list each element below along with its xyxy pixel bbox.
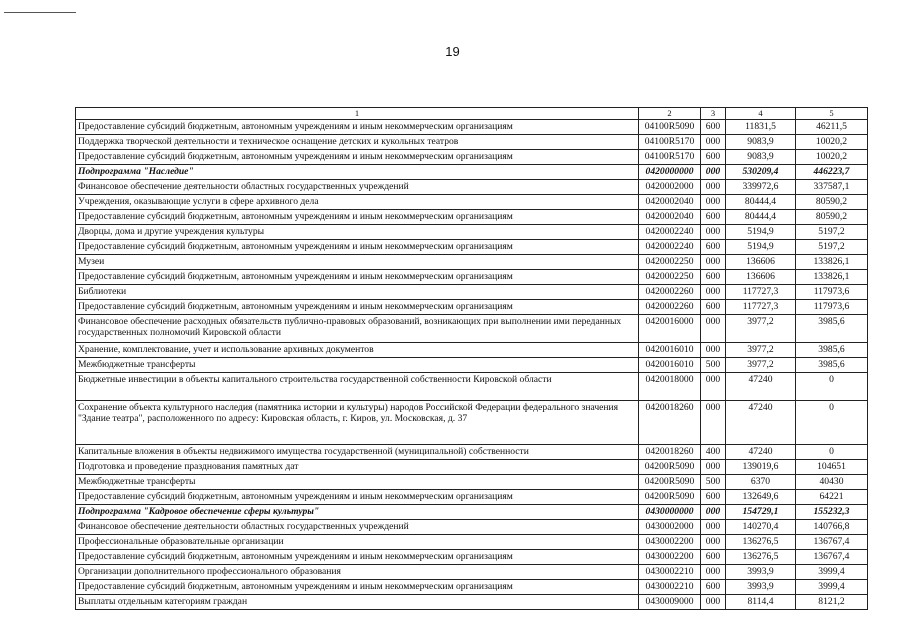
row-vr-cell: 000 [701, 225, 726, 240]
row-value-2018-cell: 47240 [726, 445, 796, 460]
row-value-2018-cell: 530209,4 [726, 165, 796, 180]
row-value-2018-cell: 3977,2 [726, 343, 796, 358]
table-row [76, 180, 868, 195]
table-row [76, 150, 868, 165]
row-value-2019-cell: 446223,7 [796, 165, 868, 180]
row-name-cell: Сохранение объекта культурного наследия (памятника истории и культуры) народов Российской Федерации федерального значения "Здание театра", расположенного по адресу: Кировская область, г. Киров, ул. Московская, д. 37 [76, 401, 639, 445]
row-value-2018-cell: 11831,5 [726, 120, 796, 135]
table-row [76, 120, 868, 135]
row-code-cell: 0430002200 [639, 550, 701, 565]
row-name-cell: Организации дополнительного профессионального образования [76, 565, 639, 580]
row-name-cell: Бюджетные инвестиции в объекты капитального строительства государственной собственности Кировской области [76, 373, 639, 401]
row-value-2019-cell: 136767,4 [796, 535, 868, 550]
row-code-cell: 0420018000 [639, 373, 701, 401]
row-code-cell: 04100R5090 [639, 120, 701, 135]
table-row [76, 358, 868, 373]
row-vr-cell: 000 [701, 343, 726, 358]
row-vr-cell: 500 [701, 358, 726, 373]
row-value-2019-cell: 10020,2 [796, 135, 868, 150]
header-cell-2: 2 [639, 108, 701, 120]
row-name-cell: Финансовое обеспечение деятельности областных государственных учреждений [76, 520, 639, 535]
row-code-cell: 04100R5170 [639, 135, 701, 150]
row-value-2019-cell: 10020,2 [796, 150, 868, 165]
row-value-2019-cell: 140766,8 [796, 520, 868, 535]
row-code-cell: 0420002000 [639, 180, 701, 195]
row-value-2018-cell: 3993,9 [726, 565, 796, 580]
row-code-cell: 04200R5090 [639, 490, 701, 505]
row-name-cell: Подготовка и проведение празднования памятных дат [76, 460, 639, 475]
row-value-2019-cell: 3985,6 [796, 343, 868, 358]
row-code-cell: 0420002250 [639, 270, 701, 285]
row-value-2019-cell: 46211,5 [796, 120, 868, 135]
table-row [76, 550, 868, 565]
row-name-cell: Предоставление субсидий бюджетным, автономным учреждениям и иным некоммерческим организациям [76, 550, 639, 565]
row-name-cell: Хранение, комплектование, учет и использование архивных документов [76, 343, 639, 358]
row-value-2019-cell: 80590,2 [796, 195, 868, 210]
row-name-cell: Профессиональные образовательные организации [76, 535, 639, 550]
row-name-cell: Поддержка творческой деятельности и техническое оснащение детских и кукольных театров [76, 135, 639, 150]
row-name-cell: Предоставление субсидий бюджетным, автономным учреждениям и иным некоммерческим организациям [76, 490, 639, 505]
table-row [76, 565, 868, 580]
row-value-2018-cell: 136606 [726, 270, 796, 285]
row-vr-cell: 600 [701, 150, 726, 165]
table-row [76, 285, 868, 300]
row-code-cell: 0420016010 [639, 343, 701, 358]
row-code-cell: 0420002040 [639, 195, 701, 210]
row-vr-cell: 600 [701, 120, 726, 135]
row-code-cell: 04200R5090 [639, 460, 701, 475]
row-value-2019-cell: 155232,3 [796, 505, 868, 520]
row-value-2018-cell: 117727,3 [726, 285, 796, 300]
table-row [76, 445, 868, 460]
row-code-cell: 0430002200 [639, 535, 701, 550]
row-value-2019-cell: 5197,2 [796, 240, 868, 255]
row-value-2019-cell: 3985,6 [796, 358, 868, 373]
row-name-cell: Предоставление субсидий бюджетным, автономным учреждениям и иным некоммерческим организациям [76, 240, 639, 255]
row-value-2018-cell: 47240 [726, 373, 796, 401]
row-value-2018-cell: 9083,9 [726, 135, 796, 150]
row-vr-cell: 600 [701, 270, 726, 285]
row-vr-cell: 600 [701, 300, 726, 315]
row-value-2019-cell: 133826,1 [796, 255, 868, 270]
row-code-cell: 0420018260 [639, 445, 701, 460]
corner-line-mark [4, 12, 76, 13]
row-vr-cell: 600 [701, 210, 726, 225]
row-vr-cell: 000 [701, 315, 726, 343]
row-value-2019-cell: 40430 [796, 475, 868, 490]
row-vr-cell: 000 [701, 505, 726, 520]
row-code-cell: 0430002210 [639, 565, 701, 580]
row-name-cell: Финансовое обеспечение расходных обязательств публично-правовых образований, возникающих при выполнении ими переданных государственных полномочий Кировской области [76, 315, 639, 343]
row-code-cell: 04200R5090 [639, 475, 701, 490]
table-row [76, 195, 868, 210]
row-name-cell: Выплаты отдельным категориям граждан [76, 595, 639, 610]
table-row [76, 520, 868, 535]
row-code-cell: 0430000000 [639, 505, 701, 520]
row-name-cell: Межбюджетные трансферты [76, 475, 639, 490]
row-value-2019-cell: 0 [796, 445, 868, 460]
row-value-2019-cell: 5197,2 [796, 225, 868, 240]
row-vr-cell: 000 [701, 195, 726, 210]
row-code-cell: 0430009000 [639, 595, 701, 610]
row-value-2019-cell: 3999,4 [796, 580, 868, 595]
row-code-cell: 0430002000 [639, 520, 701, 535]
table-row [76, 225, 868, 240]
row-value-2018-cell: 117727,3 [726, 300, 796, 315]
row-value-2018-cell: 136606 [726, 255, 796, 270]
row-vr-cell: 000 [701, 373, 726, 401]
row-code-cell: 0420000000 [639, 165, 701, 180]
row-value-2018-cell: 47240 [726, 401, 796, 445]
row-vr-cell: 000 [701, 460, 726, 475]
row-value-2019-cell: 104651 [796, 460, 868, 475]
row-code-cell: 0420002240 [639, 225, 701, 240]
row-vr-cell: 600 [701, 580, 726, 595]
header-cell-1: 1 [76, 108, 639, 120]
header-cell-5: 5 [796, 108, 868, 120]
row-name-cell: Капитальные вложения в объекты недвижимого имущества государственной (муниципальной) собственности [76, 445, 639, 460]
row-value-2019-cell: 3999,4 [796, 565, 868, 580]
table-row [76, 315, 868, 343]
row-name-cell: Музеи [76, 255, 639, 270]
table-row [76, 535, 868, 550]
table-row [76, 475, 868, 490]
budget-table [75, 107, 868, 610]
subprogram-row [76, 165, 868, 180]
row-name-cell: Предоставление субсидий бюджетным, автономным учреждениям и иным некоммерческим организациям [76, 210, 639, 225]
row-value-2019-cell: 8121,2 [796, 595, 868, 610]
row-code-cell: 0420002040 [639, 210, 701, 225]
row-vr-cell: 000 [701, 401, 726, 445]
table-row [76, 401, 868, 445]
row-code-cell: 0420018260 [639, 401, 701, 445]
row-value-2018-cell: 136276,5 [726, 535, 796, 550]
row-value-2018-cell: 3977,2 [726, 358, 796, 373]
row-vr-cell: 000 [701, 595, 726, 610]
row-value-2019-cell: 3985,6 [796, 315, 868, 343]
table-row [76, 255, 868, 270]
row-vr-cell: 500 [701, 475, 726, 490]
row-value-2018-cell: 80444,4 [726, 195, 796, 210]
table-row [76, 240, 868, 255]
row-value-2018-cell: 339972,6 [726, 180, 796, 195]
row-value-2018-cell: 3993,9 [726, 580, 796, 595]
row-value-2018-cell: 132649,6 [726, 490, 796, 505]
row-vr-cell: 000 [701, 520, 726, 535]
row-value-2019-cell: 64221 [796, 490, 868, 505]
row-name-cell: Библиотеки [76, 285, 639, 300]
table-row [76, 595, 868, 610]
row-value-2019-cell: 337587,1 [796, 180, 868, 195]
row-name-cell: Предоставление субсидий бюджетным, автономным учреждениям и иным некоммерческим организациям [76, 300, 639, 315]
row-name-cell: Предоставление субсидий бюджетным, автономным учреждениям и иным некоммерческим организациям [76, 120, 639, 135]
row-value-2018-cell: 139019,6 [726, 460, 796, 475]
row-value-2018-cell: 3977,2 [726, 315, 796, 343]
row-code-cell: 0420002240 [639, 240, 701, 255]
row-value-2018-cell: 136276,5 [726, 550, 796, 565]
table-row [76, 373, 868, 401]
row-value-2019-cell: 0 [796, 401, 868, 445]
row-name-cell: Финансовое обеспечение деятельности областных государственных учреждений [76, 180, 639, 195]
row-vr-cell: 600 [701, 490, 726, 505]
row-code-cell: 0420016000 [639, 315, 701, 343]
subprogram-row [76, 505, 868, 520]
row-name-cell: Предоставление субсидий бюджетным, автономным учреждениям и иным некоммерческим организациям [76, 150, 639, 165]
row-vr-cell: 600 [701, 240, 726, 255]
row-name-cell: Подпрограмма "Наследие" [76, 165, 639, 180]
row-name-cell: Учреждения, оказывающие услуги в сфере архивного дела [76, 195, 639, 210]
row-value-2019-cell: 80590,2 [796, 210, 868, 225]
row-name-cell: Подпрограмма "Кадровое обеспечение сферы культуры" [76, 505, 639, 520]
row-name-cell: Межбюджетные трансферты [76, 358, 639, 373]
row-value-2018-cell: 140270,4 [726, 520, 796, 535]
row-value-2018-cell: 154729,1 [726, 505, 796, 520]
row-name-cell: Предоставление субсидий бюджетным, автономным учреждениям и иным некоммерческим организациям [76, 270, 639, 285]
row-code-cell: 0420016010 [639, 358, 701, 373]
table-row [76, 270, 868, 285]
row-value-2018-cell: 5194,9 [726, 225, 796, 240]
row-vr-cell: 000 [701, 565, 726, 580]
row-vr-cell: 000 [701, 165, 726, 180]
row-value-2018-cell: 80444,4 [726, 210, 796, 225]
header-cell-3: 3 [701, 108, 726, 120]
row-code-cell: 0420002260 [639, 285, 701, 300]
row-vr-cell: 000 [701, 180, 726, 195]
row-vr-cell: 400 [701, 445, 726, 460]
row-vr-cell: 000 [701, 135, 726, 150]
row-vr-cell: 000 [701, 255, 726, 270]
table-row [76, 210, 868, 225]
table-row [76, 343, 868, 358]
header-cell-4: 4 [726, 108, 796, 120]
row-value-2018-cell: 8114,4 [726, 595, 796, 610]
row-code-cell: 0420002260 [639, 300, 701, 315]
row-code-cell: 04100R5170 [639, 150, 701, 165]
row-name-cell: Дворцы, дома и другие учреждения культуры [76, 225, 639, 240]
row-name-cell: Предоставление субсидий бюджетным, автономным учреждениям и иным некоммерческим организациям [76, 580, 639, 595]
page-number: 19 [445, 44, 460, 59]
row-value-2018-cell: 6370 [726, 475, 796, 490]
table-row [76, 300, 868, 315]
row-code-cell: 0430002210 [639, 580, 701, 595]
row-value-2019-cell: 0 [796, 373, 868, 401]
table-row [76, 460, 868, 475]
table-row [76, 135, 868, 150]
row-value-2018-cell: 5194,9 [726, 240, 796, 255]
row-code-cell: 0420002250 [639, 255, 701, 270]
row-value-2019-cell: 136767,4 [796, 550, 868, 565]
row-value-2019-cell: 117973,6 [796, 285, 868, 300]
row-value-2019-cell: 117973,6 [796, 300, 868, 315]
table-header-row [76, 108, 868, 120]
row-value-2019-cell: 133826,1 [796, 270, 868, 285]
row-vr-cell: 000 [701, 285, 726, 300]
table-row [76, 580, 868, 595]
row-vr-cell: 600 [701, 550, 726, 565]
table-row [76, 490, 868, 505]
row-value-2018-cell: 9083,9 [726, 150, 796, 165]
row-vr-cell: 000 [701, 535, 726, 550]
